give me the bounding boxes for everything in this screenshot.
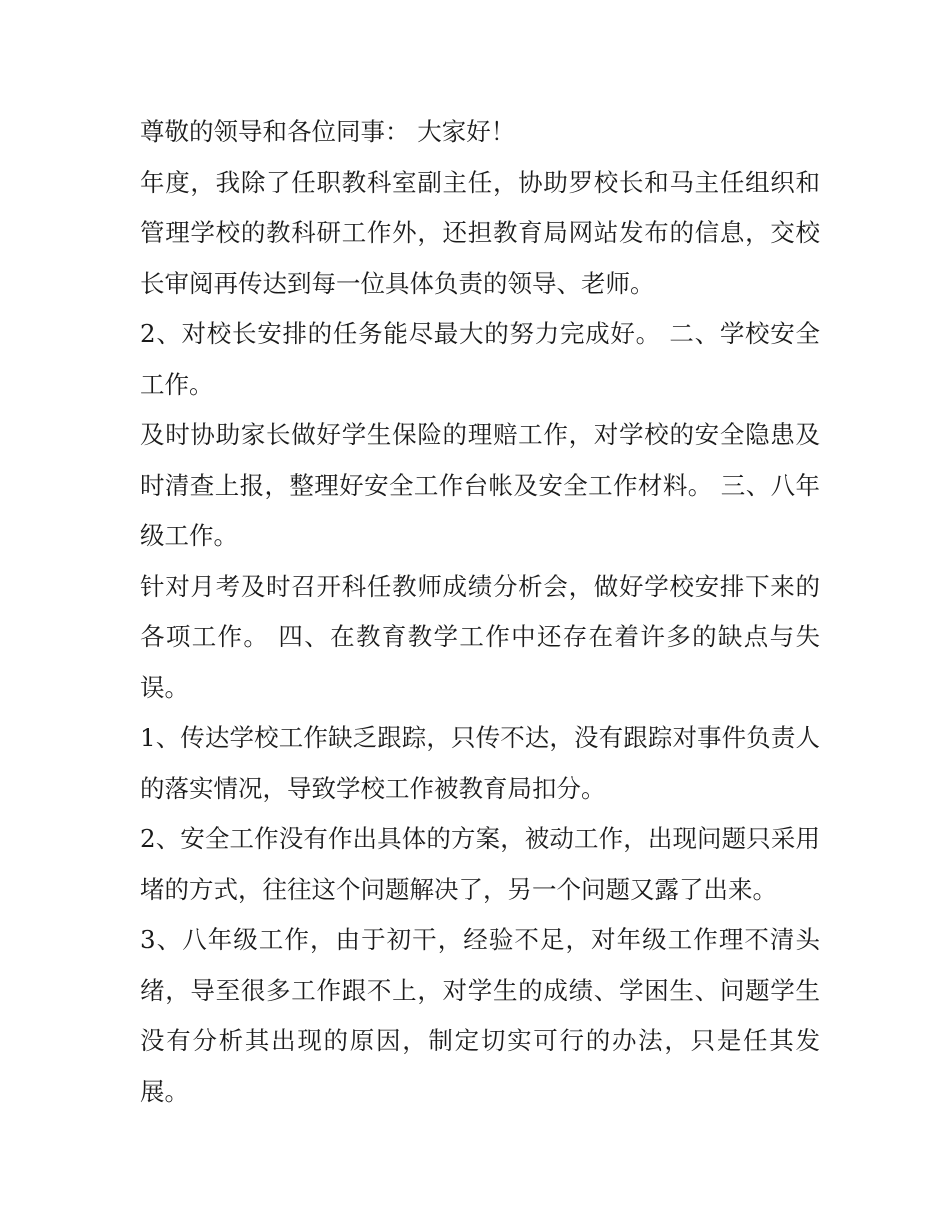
body-paragraph: 2、对校长安排的任务能尽最大的努力完成好。 二、学校安全工作。 [140, 319, 820, 399]
body-paragraph: 3、八年级工作，由于初干，经验不足，对年级工作理不清头绪，导至很多工作跟不上，对学生的成绩、学困生、问题学生没有分析其出现的原因，制定切实可行的办法，只是任其发展。 [140, 925, 820, 1106]
body-paragraph: 年度，我除了任职教科室副主任，协助罗校长和马主任组织和管理学校的教科研工作外，还担教育局网站发布的信息，交校长审阅再传达到每一位具体负责的领导、老师。 [140, 167, 820, 298]
body-paragraph: 2、安全工作没有作出具体的方案，被动工作，出现问题只采用堵的方式，往往这个问题解决了，另一个问题又露了出来。 [140, 824, 820, 904]
body-paragraph: 1、传达学校工作缺乏跟踪，只传不达，没有跟踪对事件负责人的落实情况，导致学校工作被教育局扣分。 [140, 723, 820, 803]
body-paragraph: 针对月考及时召开科任教师成绩分析会，做好学校安排下来的各项工作。 四、在教育教学工作中还存在着许多的缺点与失误。 [140, 571, 820, 702]
document-body [140, 107, 820, 1117]
body-paragraph: 及时协助家长做好学生保险的理赔工作，对学校的安全隐患及时清查上报，整理好安全工作台帐及安全工作材料。 三、八年级工作。 [140, 420, 820, 550]
greeting-paragraph: 尊敬的领导和各位同事： 大家好！ [140, 117, 516, 146]
